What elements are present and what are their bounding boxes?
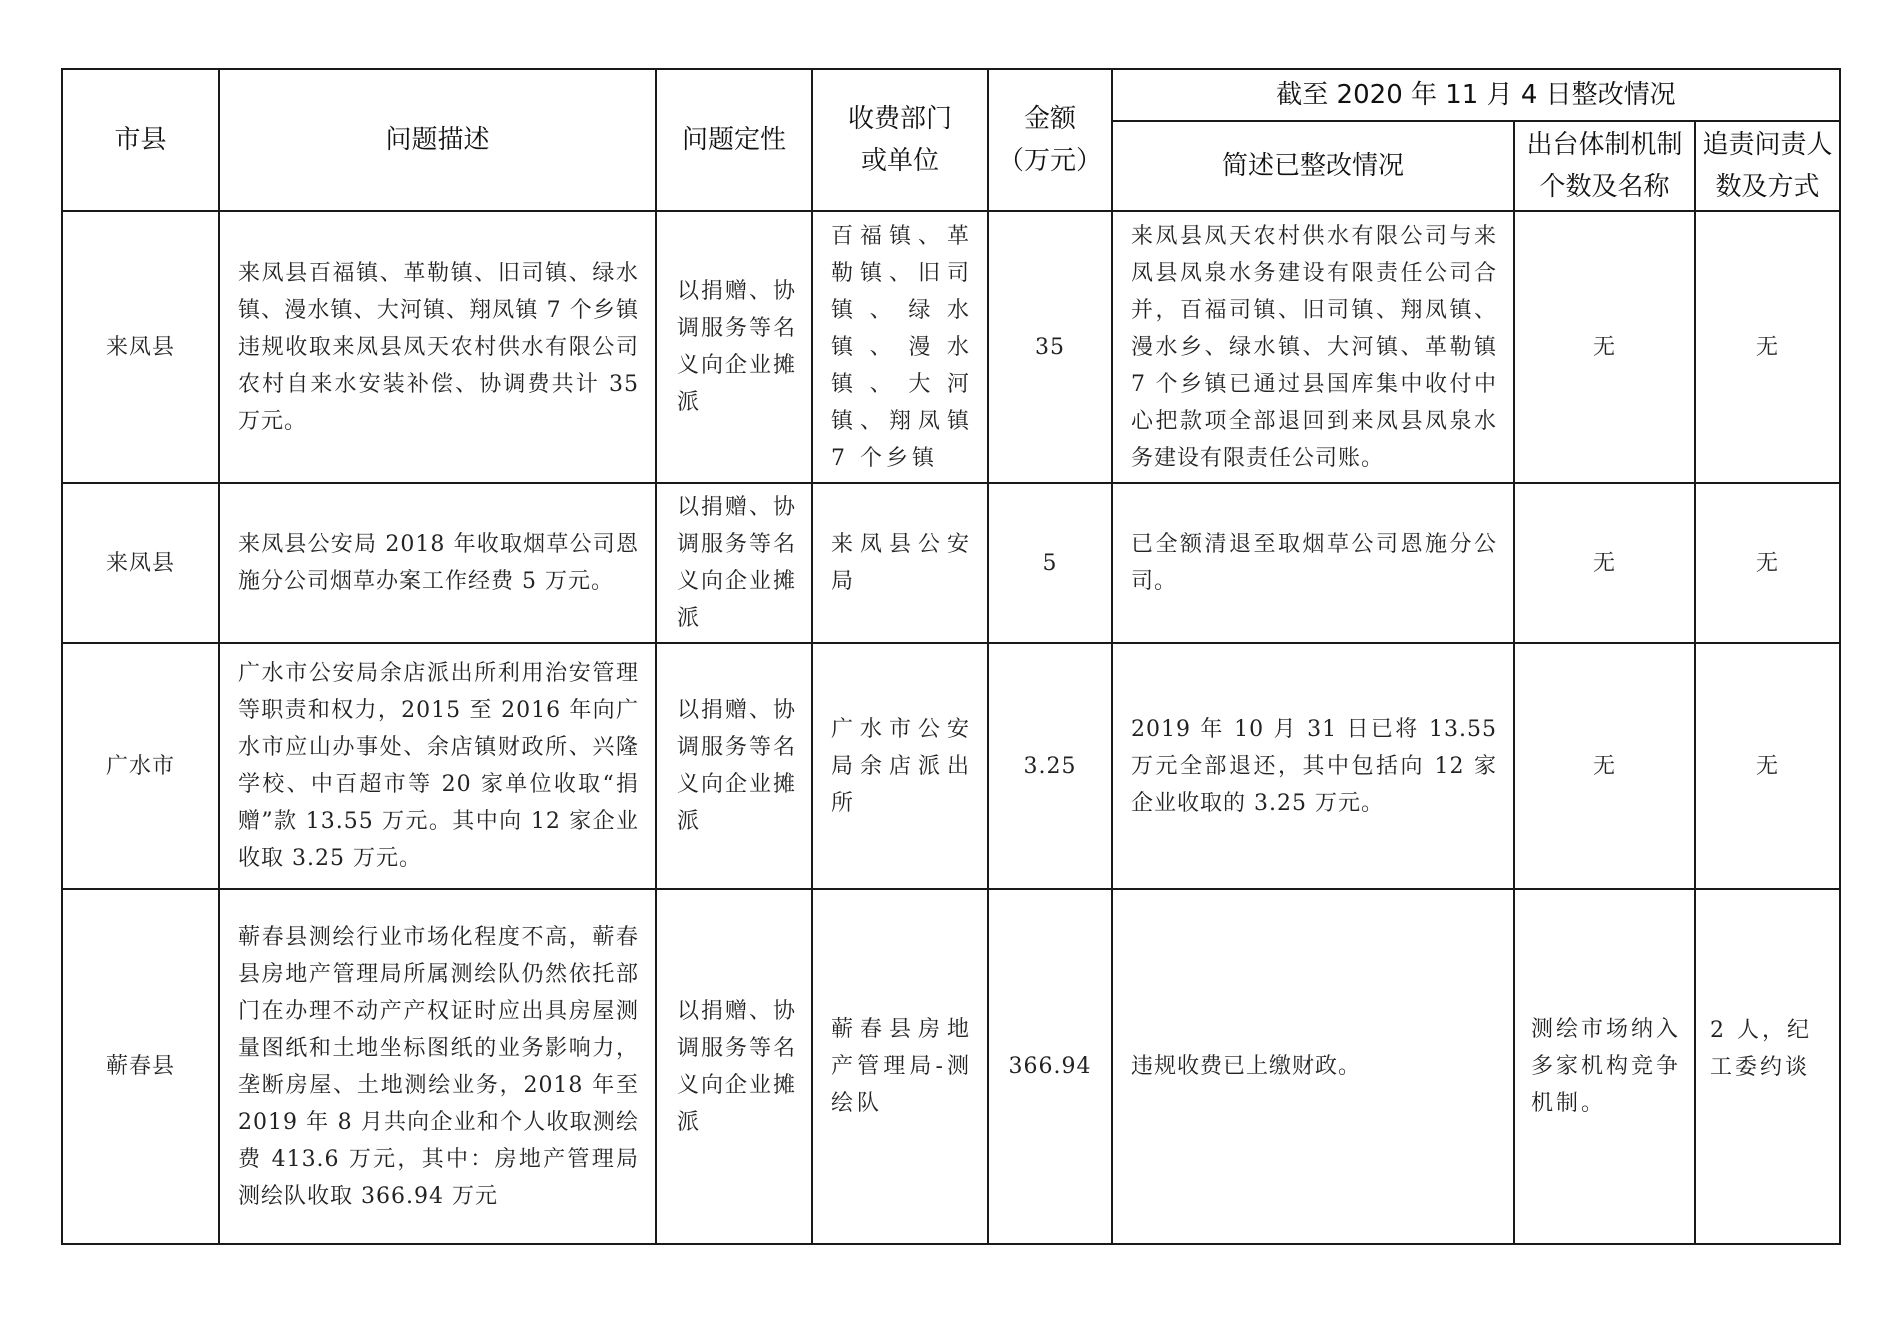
table-row xyxy=(62,889,1840,1244)
cell-problem: 来凤县百福镇、革勒镇、旧司镇、绿水镇、漫水镇、大河镇、翔凤镇 7 个乡镇违规收取来凤县凤天农村供水有限公司农村自来水安装补偿、协调费共计 35 万元。 xyxy=(219,211,656,483)
cell-problem: 蕲春县测绘行业市场化程度不高，蕲春县房地产管理局所属测绘队仍然依托部门在办理不动产产权证时应出具房屋测量图纸和土地坐标图纸的业务影响力，垄断房屋、土地测绘业务，2018 年至 2019 年 8 月共向企业和个人收取测绘费 413.6 万元，其中：房地产管理局测绘队收取 366.94 万元 xyxy=(219,889,656,1244)
cell-city: 来凤县 xyxy=(62,211,219,483)
table-row xyxy=(62,483,1840,643)
header-status-group: 截至 2020 年 11 月 4 日整改情况 xyxy=(1112,69,1840,121)
cell-nature: 以捐赠、协调服务等名义向企业摊派 xyxy=(656,643,812,889)
cell-rectification: 已全额清退至取烟草公司恩施分公司。 xyxy=(1112,483,1514,643)
cell-accountability: 无 xyxy=(1695,483,1840,643)
cell-city: 广水市 xyxy=(62,643,219,889)
cell-problem: 广水市公安局余店派出所利用治安管理等职责和权力，2015 至 2016 年向广水市应山办事处、余店镇财政所、兴隆学校、中百超市等 20 家单位收取“捐赠”款 13.55 万元。其中向 12 家企业收取 3.25 万元。 xyxy=(219,643,656,889)
table-row xyxy=(62,643,1840,889)
cell-nature: 以捐赠、协调服务等名义向企业摊派 xyxy=(656,483,812,643)
cell-city: 蕲春县 xyxy=(62,889,219,1244)
cell-dept: 广水市公安局余店派出所 xyxy=(812,643,988,889)
cell-amount: 5 xyxy=(988,483,1112,643)
header-mechanism xyxy=(1514,121,1695,211)
header-problem: 问题描述 xyxy=(219,69,656,211)
cell-nature: 以捐赠、协调服务等名义向企业摊派 xyxy=(656,211,812,483)
rectification-table xyxy=(61,68,1841,1245)
cell-rectification: 2019 年 10 月 31 日已将 13.55 万元全部退还，其中包括向 12 家企业收取的 3.25 万元。 xyxy=(1112,643,1514,889)
cell-nature: 以捐赠、协调服务等名义向企业摊派 xyxy=(656,889,812,1244)
accountability-text: 2 人，纪工委约谈 xyxy=(1710,1017,1812,1080)
header-dept xyxy=(812,69,988,211)
cell-mechanism: 无 xyxy=(1514,483,1695,643)
cell-rectification: 来凤县凤天农村供水有限公司与来凤县凤泉水务建设有限责任公司合并，百福司镇、旧司镇、翔凤镇、漫水乡、绿水镇、大河镇、革勒镇 7 个乡镇已通过县国库集中收付中心把款项全部退回到来凤县凤泉水务建设有限责任公司账。 xyxy=(1112,211,1514,483)
cell-mechanism: 测绘市场纳入多家机构竞争机制。 xyxy=(1514,889,1695,1244)
header-accountability-line1: 追责问责人 xyxy=(1702,130,1833,160)
cell-problem: 来凤县公安局 2018 年收取烟草公司恩施分公司烟草办案工作经费 5 万元。 xyxy=(219,483,656,643)
header-city: 市县 xyxy=(62,69,219,211)
cell-accountability: 无 xyxy=(1695,643,1840,889)
cell-rectification: 违规收费已上缴财政。 xyxy=(1112,889,1514,1244)
cell-dept: 蕲春县房地产管理局-测绘队 xyxy=(812,889,988,1244)
header-nature: 问题定性 xyxy=(656,69,812,211)
header-mechanism-line1: 出台体制机制 xyxy=(1526,130,1683,160)
cell-amount: 35 xyxy=(988,211,1112,483)
header-amount-line2: （万元） xyxy=(997,146,1102,176)
header-dept-line1: 收费部门 xyxy=(847,104,952,134)
cell-mechanism: 无 xyxy=(1514,643,1695,889)
header-amount-line1: 金额 xyxy=(1023,104,1076,134)
cell-amount: 3.25 xyxy=(988,643,1112,889)
header-accountability xyxy=(1695,121,1840,211)
cell-dept: 百福镇、革勒镇、旧司镇、绿水镇、漫水镇、大河镇、翔凤镇 7 个乡镇 xyxy=(812,211,988,483)
table-row xyxy=(62,211,1840,483)
header-mechanism-line2: 个数及名称 xyxy=(1539,172,1670,202)
cell-dept: 来凤县公安局 xyxy=(812,483,988,643)
cell-amount: 366.94 xyxy=(988,889,1112,1244)
header-dept-line2: 或单位 xyxy=(860,146,939,176)
cell-mechanism: 无 xyxy=(1514,211,1695,483)
header-rectification: 简述已整改情况 xyxy=(1112,121,1514,211)
cell-city: 来凤县 xyxy=(62,483,219,643)
header-amount xyxy=(988,69,1112,211)
cell-accountability: 无 xyxy=(1695,211,1840,483)
cell-accountability xyxy=(1695,889,1840,1244)
header-accountability-line2: 数及方式 xyxy=(1715,172,1820,202)
